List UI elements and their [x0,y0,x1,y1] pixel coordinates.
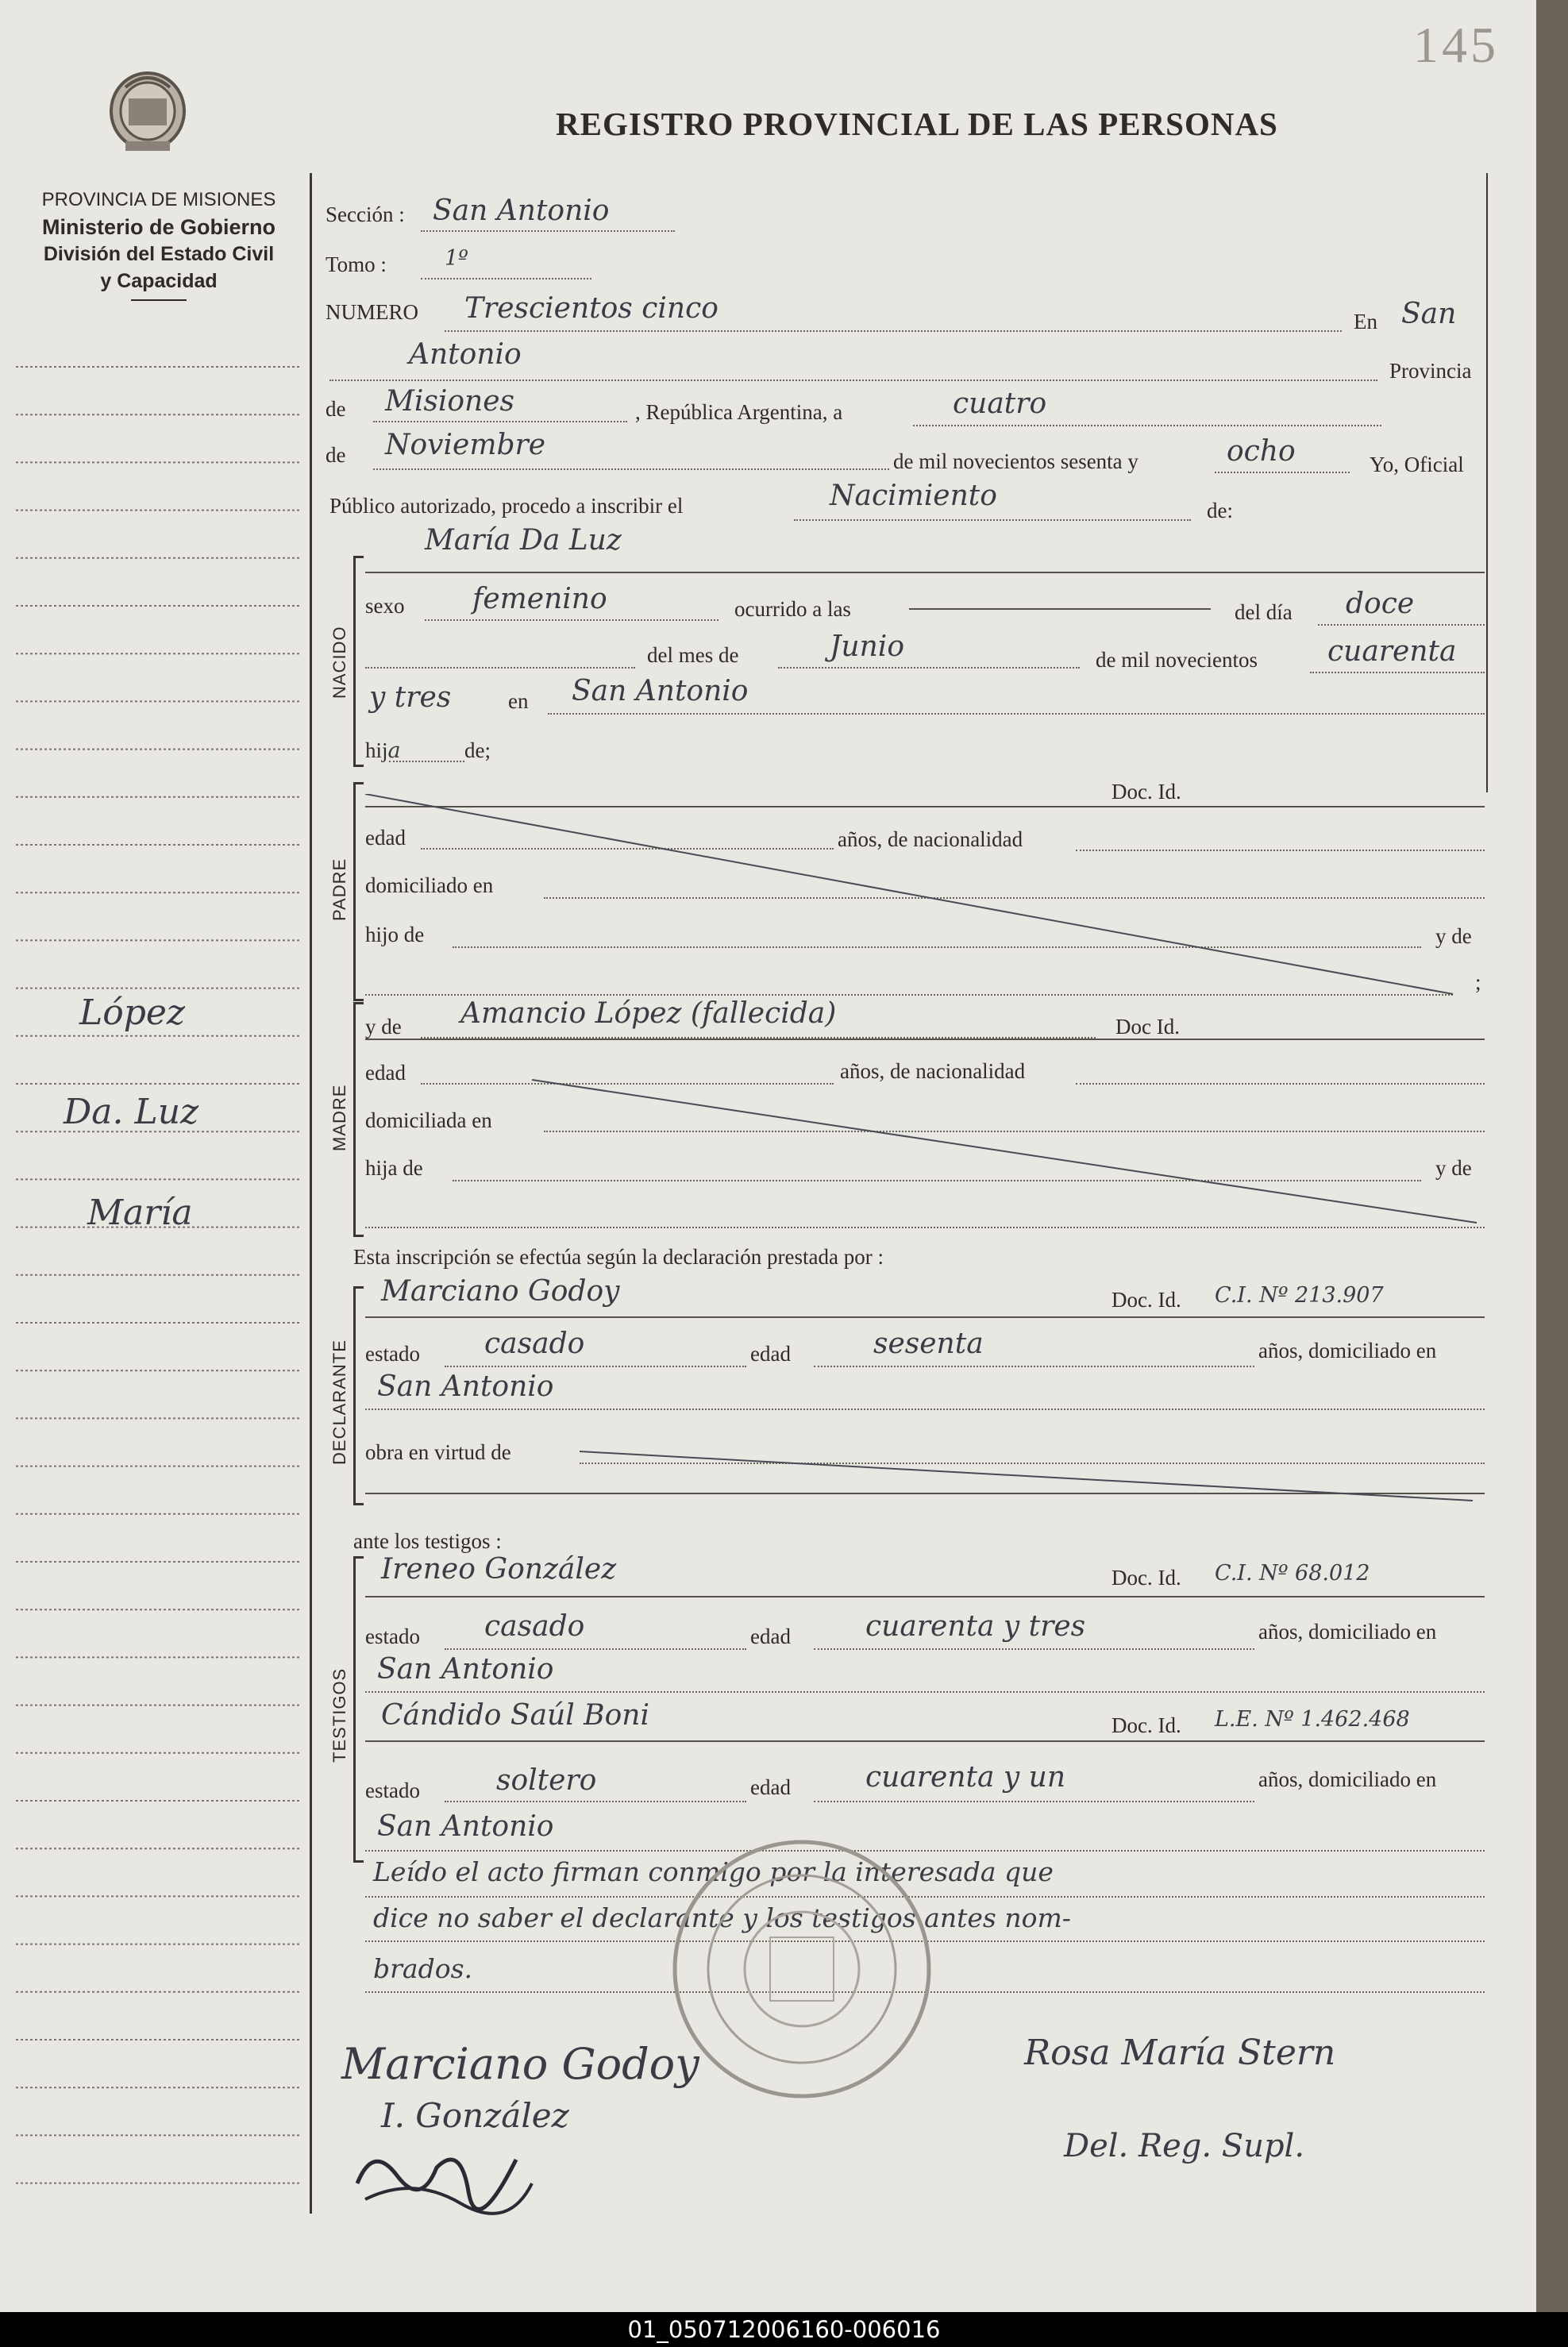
madre-nombre-value: Amancio López (fallecida) [460,997,837,1030]
madre-y-de-label: y de [365,1015,402,1039]
t1-domicilio-value: San Antonio [377,1653,554,1686]
declaracion-intro: Esta inscripción se efectúa según la declaración prestada por : [353,1245,884,1269]
declarante-estado-label: estado [365,1342,420,1366]
t1-nombre-line [365,1596,1485,1597]
de-label: de [326,397,346,421]
testigos-bracket [353,1556,364,1863]
de-label-2: de [326,443,346,467]
book-binding-edge [1536,0,1568,2312]
en-label: En [1354,310,1377,333]
dia-nac-value: doce [1346,588,1415,620]
ocurrido-line [909,608,1211,610]
footer-filename: 01_050712006160-006016 [0,2312,1568,2347]
madre-domicilio-label: domiciliada en [365,1108,492,1132]
madre-hija-label: hija de [365,1156,423,1180]
t2-estado-label: estado [365,1779,420,1802]
closing-text-2: dice no saber el declarante y los testigos antes nom- [373,1902,1071,1933]
t2-estado-line [445,1801,746,1802]
sexo-label: sexo [365,594,405,618]
madre-side-label: MADRE [329,1084,349,1151]
de-colon-label: de: [1207,499,1233,522]
declarante-edad-value: sesenta [873,1328,984,1360]
padre-semicolon: ; [1475,970,1481,994]
declarante-domicilio-line [365,1409,1485,1410]
anio-value: ocho [1227,435,1296,468]
madre-anios-label: años, de nacionalidad [840,1059,1026,1083]
publico-label: Público autorizado, procedo a inscribir el [329,494,684,518]
yo-oficial-label: Yo, Oficial [1370,453,1464,476]
hijo-label [365,738,401,763]
mes-nac-line [778,667,1080,669]
tomo-value: 1º [445,246,468,271]
testigo2-signature-scribble [349,2128,548,2215]
declarante-edad-label: edad [750,1342,791,1366]
testigo1-signature: I. González [381,2096,569,2135]
margin-note-surname2: Da. Luz [64,1092,199,1132]
province-label: PROVINCIA DE MISIONES [41,189,276,210]
padre-y-de-label: y de [1435,924,1472,948]
t1-anios-label: años, domiciliado en [1258,1620,1437,1644]
declarante-nombre-value: Marciano Godoy [381,1275,620,1308]
declarante-estado-value: casado [484,1328,585,1360]
t2-edad-line [814,1801,1254,1802]
t1-nombre-value: Ireneo González [381,1553,617,1586]
t2-anios-label: años, domiciliado en [1258,1767,1437,1791]
sexo-value: femenino [472,583,607,615]
padre-doc-label: Doc. Id. [1111,780,1181,804]
page-title: REGISTRO PROVINCIAL DE LAS PERSONAS [556,106,1278,142]
anio-nac-value: cuarenta [1327,635,1457,668]
margin-note-given: María [87,1193,193,1233]
t1-domicilio-line [365,1691,1485,1693]
page-number: 145 [1413,17,1499,73]
numero-label: NUMERO [326,300,419,324]
right-border [1486,173,1488,792]
madre-edad-label: edad [365,1061,406,1085]
nombre-value: María Da Luz [425,524,622,557]
seccion-label: Sección : [326,202,405,226]
seccion-value: San Antonio [433,195,610,227]
anio-nac-line [1310,672,1485,673]
mil-label: de mil novecientos sesenta y [893,449,1138,473]
t2-domicilio-value: San Antonio [377,1810,554,1843]
ocurrido-label: ocurrido a las [734,597,851,621]
closing-text-1: Leído el acto firman conmigo por la interesada que [373,1856,1054,1887]
padre-cancel-stroke [365,794,1485,1000]
sexo-line [425,619,719,621]
t1-estado-label: estado [365,1624,420,1648]
declarante-bracket [353,1286,364,1505]
madre-doc-line [365,1039,1485,1040]
oficial-signature: Rosa María Stern [1024,2033,1336,2073]
oficial-title: Del. Reg. Supl. [1064,2128,1305,2164]
hijo-de-label: de; [464,738,491,762]
lugar-nac-value: San Antonio [572,675,749,707]
del-dia-label: del día [1235,600,1293,624]
madre-cancel-stroke [365,1064,1485,1239]
t1-edad-value: cuarenta y tres [865,1610,1086,1643]
provincia-line [373,421,627,422]
seccion-line [421,230,675,232]
t2-estado-value: soltero [496,1764,597,1797]
t1-estado-value: casado [484,1610,585,1643]
nacido-bracket [353,556,364,767]
en-line-2 [329,380,1377,381]
nombre-line [365,572,1485,573]
mes-value: Noviembre [385,429,546,461]
t2-edad-label: edad [750,1775,791,1799]
testigos-intro: ante los testigos : [353,1529,502,1553]
t2-doc-label: Doc. Id. [1111,1713,1181,1737]
hijo-suffix: a [387,738,401,763]
padre-anios-label: años, de nacionalidad [838,827,1023,851]
declarante-edad-line [814,1366,1254,1367]
declarante-side-label: DECLARANTE [329,1339,349,1465]
hijo-line [389,761,464,762]
madre-doc-label: Doc Id. [1115,1015,1180,1039]
capacity-label: y Capacidad [100,270,218,292]
padre-side-label: PADRE [329,857,349,921]
padre-domicilio-label: domiciliado en [365,873,494,897]
republica-label: , República Argentina, a [635,400,843,424]
tomo-label: Tomo : [326,252,387,276]
declarante-nombre-line [365,1316,1485,1318]
del-mes-label: del mes de [647,643,739,667]
dia-value: cuatro [953,387,1047,420]
t2-edad-value: cuarenta y un [865,1761,1066,1794]
obra-label: obra en virtud de [365,1440,511,1464]
anio-nac-value-2: y tres [369,681,452,714]
acto-line [794,519,1191,521]
closing-text-3: brados. [373,1953,472,1984]
numero-value: Trescientos cinco [464,292,719,325]
provincia-label: Provincia [1389,359,1472,383]
acto-value: Nacimiento [830,480,997,512]
t1-estado-line [445,1648,746,1650]
provincia-value: Misiones [385,385,515,418]
t2-nombre-line [365,1740,1485,1742]
testigos-side-label: TESTIGOS [329,1667,349,1763]
obra-cancel-stroke [580,1445,1485,1509]
declarante-domicilio-value: San Antonio [377,1370,554,1403]
padre-hijo-label: hijo de [365,923,425,946]
padre-edad-label: edad [365,826,406,850]
t1-doc-label: Doc. Id. [1111,1566,1181,1590]
mes-nac-value: Junio [830,630,904,663]
hijo-prefix: hij [365,738,388,762]
margin-divider [310,173,312,2214]
nacido-side-label: NACIDO [329,626,349,699]
margin-ruled-lines [0,0,318,2312]
declarante-estado-line [445,1366,746,1367]
mil-nac-label: de mil novecientos [1096,648,1258,672]
official-stamp [659,1826,945,2112]
anio-line [1215,472,1350,473]
mes-line [373,468,889,470]
ministry-label: Ministerio de Gobierno [41,215,276,239]
t1-edad-label: edad [750,1624,791,1648]
division-label: División del Estado Civil [43,243,275,265]
tomo-line [421,278,591,279]
t1-edad-line [814,1648,1254,1650]
t1-doc-value: C.I. Nº 68.012 [1215,1561,1370,1586]
t2-doc-value: L.E. Nº 1.462.468 [1215,1707,1410,1732]
declarante-anios-label: años, domiciliado en [1258,1339,1437,1362]
en-nac-label: en [508,689,529,713]
margin-note-surname: López [79,992,186,1033]
t2-nombre-value: Cándido Saúl Boni [381,1699,650,1732]
numero-line [445,330,1342,332]
en-value: San [1401,298,1457,330]
padre-bracket [353,782,364,1001]
dia-line-nac [1318,624,1485,626]
declarante-doc-label: Doc. Id. [1111,1288,1181,1312]
madre-bracket [353,1002,364,1237]
declarante-signature: Marciano Godoy [341,2039,699,2089]
madre-y-de2-label: y de [1435,1156,1472,1180]
mes-nac-line-a [365,667,635,669]
en-value-2: Antonio [409,338,522,371]
declarante-doc-value: C.I. Nº 213.907 [1215,1283,1384,1308]
lugar-nac-line [548,713,1485,715]
dia-line [913,425,1381,426]
